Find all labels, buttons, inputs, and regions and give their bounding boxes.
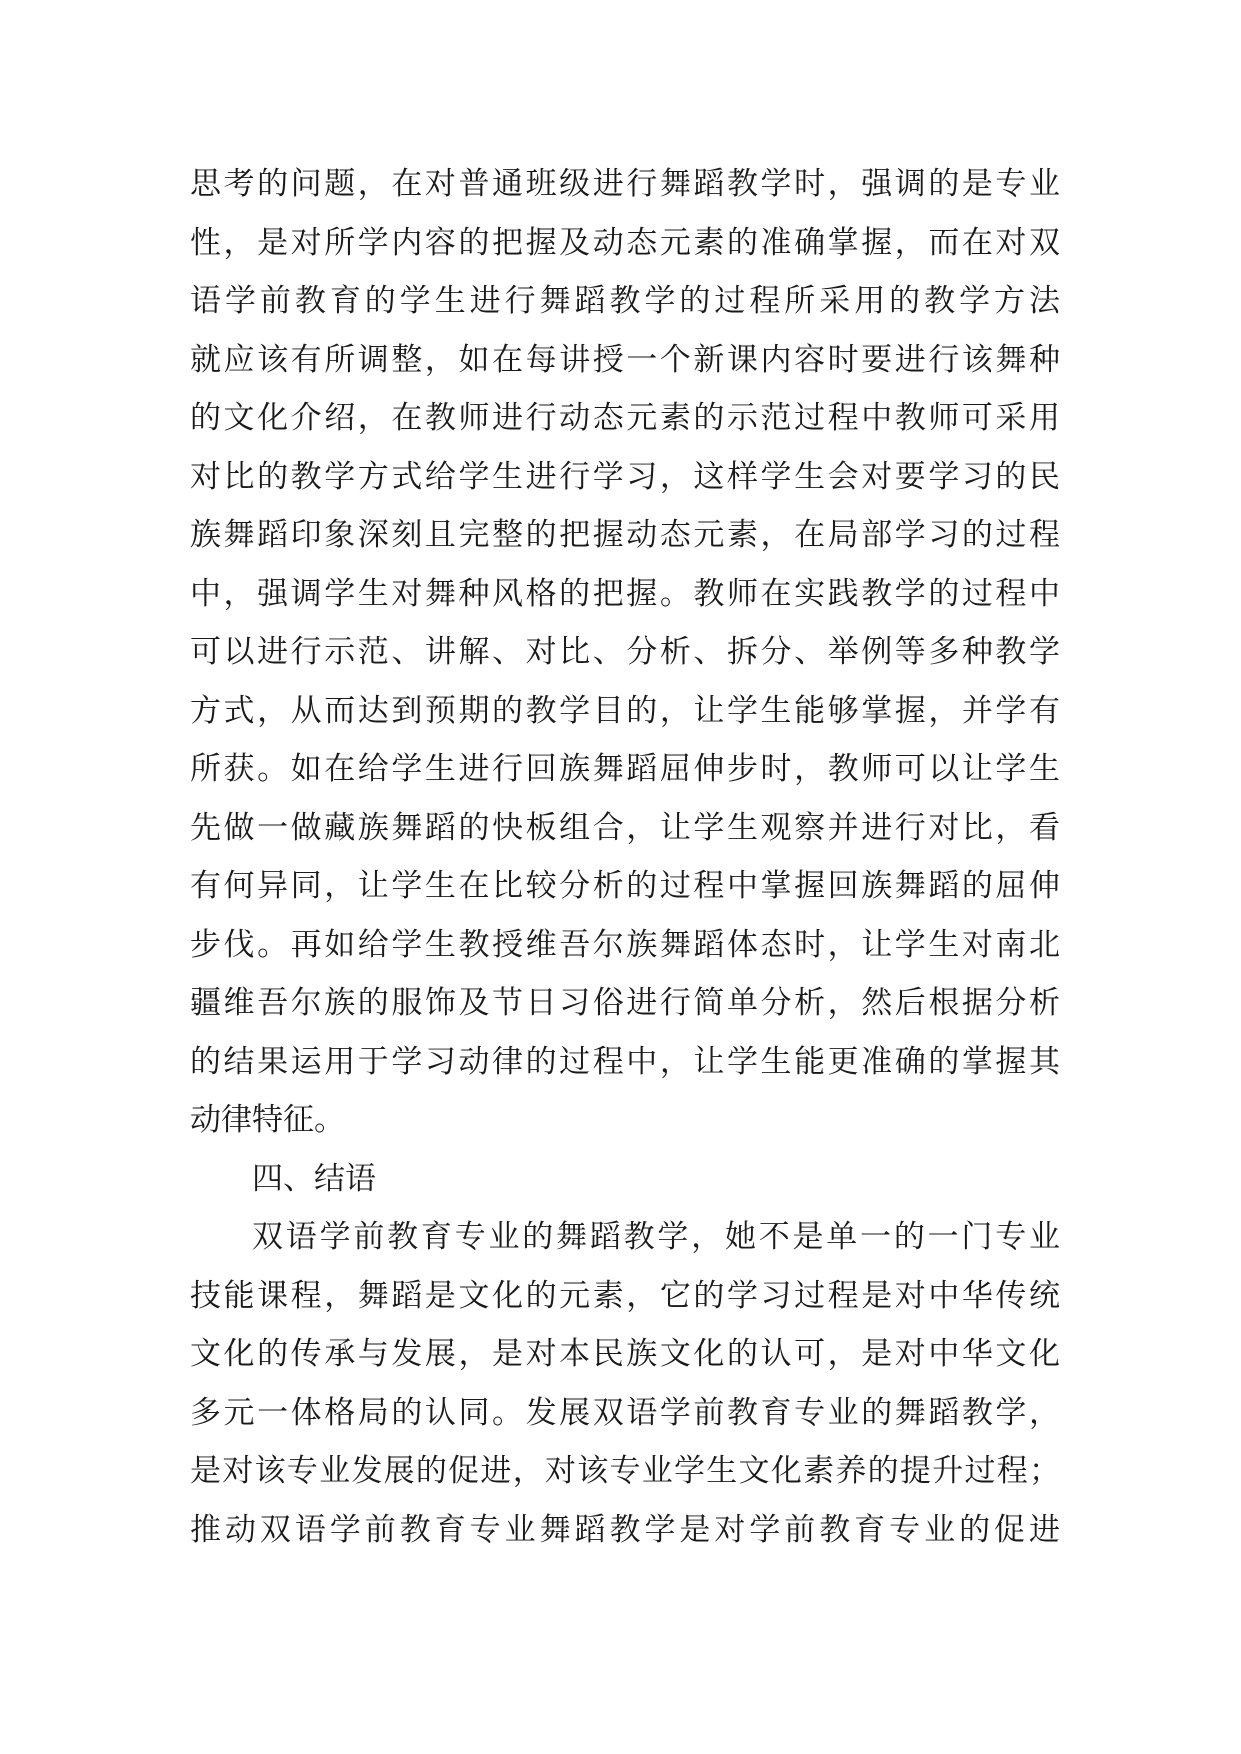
text-line: 对比的教学方式给学生进行学习，这样学生会对要学习的民: [190, 458, 1060, 495]
text-line: 推动双语学前教育专业舞蹈教学是对学前教育专业的促进: [190, 1511, 1060, 1548]
text-line: 性，是对所学内容的把握及动态元素的准确掌握，而在对双: [190, 224, 1060, 261]
text-line: 疆维吾尔族的服饰及节日习俗进行简单分析，然后根据分析: [190, 985, 1060, 1021]
paragraph-conclusion: [190, 1208, 1060, 1559]
text-line: 中，强调学生对舞种风格的把握。教师在实践教学的过程中: [190, 575, 1060, 612]
text-line: 文化的传承与发展，是对本民族文化的认可，是对中华文化: [190, 1336, 1060, 1372]
text-line: 是对该专业发展的促进，对该专业学生文化素养的提升过程；: [190, 1453, 1060, 1489]
paragraph-continued: [190, 155, 1060, 1150]
body-text: [190, 155, 1060, 1559]
section-heading: 四、结语: [252, 1160, 376, 1197]
text-line: 语学前教育的学生进行舞蹈教学的过程所采用的教学方法: [190, 283, 1060, 319]
text-line: 有何异同，让学生在比较分析的过程中掌握回族舞蹈的屈伸: [190, 868, 1060, 904]
text-line: 方式，从而达到预期的教学目的，让学生能够掌握，并学有: [190, 692, 1060, 729]
text-line: 可以进行示范、讲解、对比、分析、拆分、举例等多种教学: [190, 634, 1060, 670]
text-line: 技能课程，舞蹈是文化的元素，它的学习过程是对中华传统: [190, 1277, 1060, 1314]
text-line: 所获。如在给学生进行回族舞蹈屈伸步时，教师可以让学生: [190, 751, 1060, 787]
text-line: 族舞蹈印象深刻且完整的把握动态元素，在局部学习的过程: [190, 517, 1060, 553]
text-line: 双语学前教育专业的舞蹈教学，她不是单一的一门专业: [252, 1219, 1060, 1255]
text-line: 的文化介绍，在教师进行动态元素的示范过程中教师可采用: [190, 400, 1060, 436]
text-line: 先做一做藏族舞蹈的快板组合，让学生观察并进行对比，看: [190, 809, 1060, 846]
text-line: 动律特征。: [190, 1102, 345, 1138]
text-line: 多元一体格局的认同。发展双语学前教育专业的舞蹈教学，: [190, 1394, 1060, 1431]
text-line: 步伐。再如给学生教授维吾尔族舞蹈体态时，让学生对南北: [190, 926, 1060, 963]
text-line: 思考的问题，在对普通班级进行舞蹈教学时，强调的是专业: [190, 166, 1060, 202]
text-line: 就应该有所调整，如在每讲授一个新课内容时要进行该舞种: [190, 341, 1060, 378]
text-line: 的结果运用于学习动律的过程中，让学生能更准确的掌握其: [190, 1043, 1060, 1080]
